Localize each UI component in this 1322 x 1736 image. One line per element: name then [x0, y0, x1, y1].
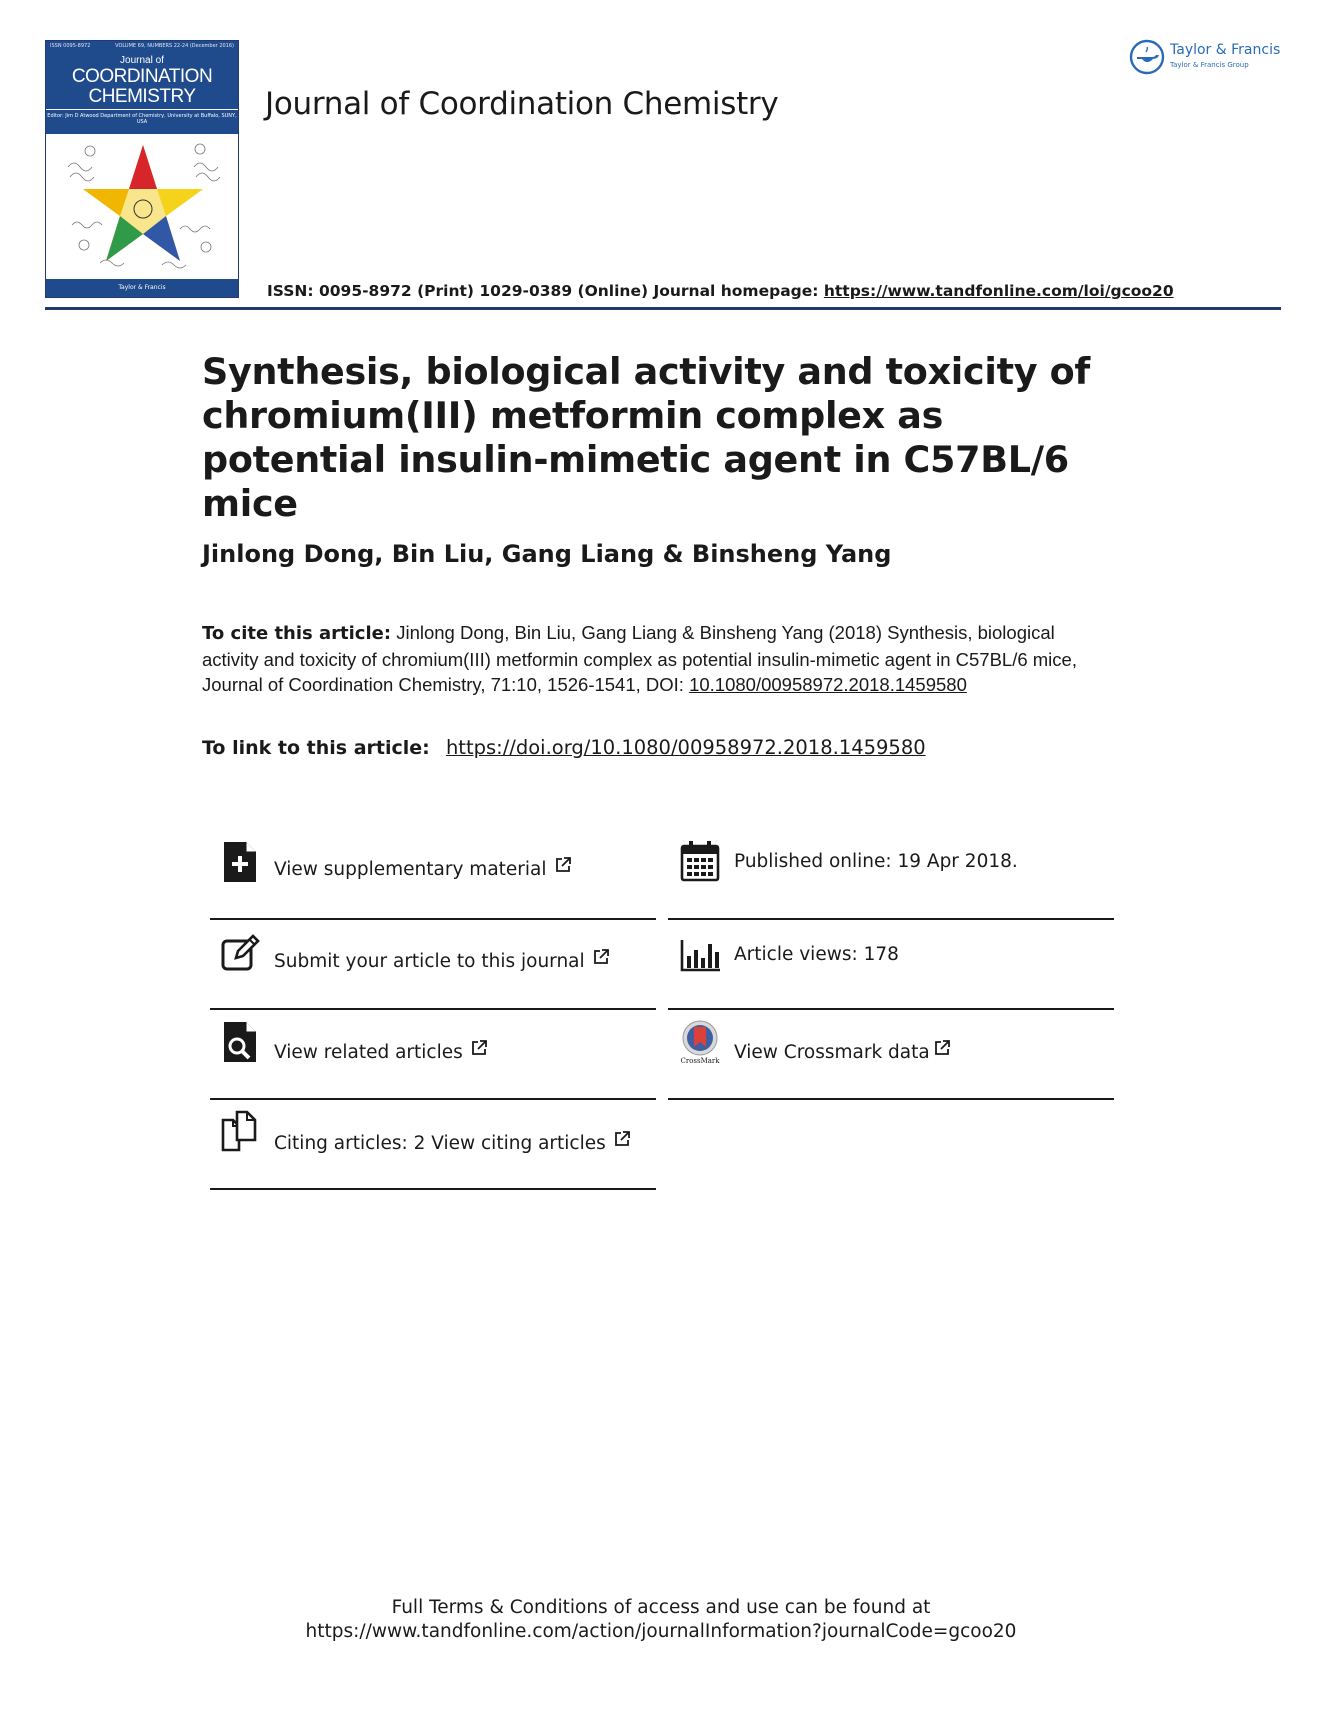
info-divider	[668, 1098, 1114, 1100]
citing-articles-item[interactable]	[210, 1110, 650, 1200]
article-authors: Jinlong Dong, Bin Liu, Gang Liang & Binsheng Yang	[202, 540, 892, 568]
external-link-icon	[933, 1039, 951, 1057]
citing-articles-label: Citing articles: 2 View citing articles	[274, 1130, 631, 1154]
edit-icon	[220, 932, 260, 976]
info-divider	[668, 1008, 1114, 1010]
cite-label: To cite this article:	[202, 623, 392, 644]
external-link-icon	[554, 856, 572, 874]
related-articles-item[interactable]	[210, 1020, 650, 1110]
file-plus-icon	[220, 840, 260, 884]
info-divider	[210, 1098, 656, 1100]
related-articles-label: View related articles	[274, 1039, 488, 1063]
cover-issn: ISSN 0095-8972	[50, 43, 91, 49]
copy-icon	[220, 1110, 260, 1154]
header-divider	[45, 307, 1281, 310]
cite-text: Jinlong Dong, Bin Liu, Gang Liang & Binsheng Yang (2018) Synthesis, biological activity and toxicity of chromium(III) metformin complex as potential insulin-mimetic agent in C57BL/6 mice, Journal of Coordination Chemistry, 71:10, 1526-1541, DOI:	[202, 622, 1077, 695]
cover-chemistry: CHEMISTRY	[88, 86, 196, 107]
external-link-icon	[592, 948, 610, 966]
submit-article-label: Submit your article to this journal	[274, 948, 610, 972]
terms-footer	[0, 1596, 1322, 1644]
cover-volume: VOLUME 69, NUMBERS 22-24 (December 2016)	[115, 43, 234, 49]
info-divider	[668, 918, 1114, 920]
external-link-icon	[470, 1039, 488, 1057]
cover-editor-strip	[46, 109, 238, 134]
article-title: Synthesis, biological activity and toxicity of chromium(III) metformin complex as potential insulin-mimetic agent in C57BL/6 mice	[202, 350, 1090, 525]
cover-title-band	[46, 41, 238, 109]
calendar-icon	[680, 840, 720, 884]
info-divider	[210, 1008, 656, 1010]
citation-block	[202, 620, 1082, 698]
info-divider	[210, 918, 656, 920]
journal-homepage-link[interactable]: https://www.tandfonline.com/loi/gcoo20	[823, 282, 1174, 300]
article-views-label: Article views: 178	[734, 944, 899, 965]
journal-title: Journal of Coordination Chemistry	[265, 86, 779, 122]
crossmark-label: View Crossmark data	[734, 1039, 951, 1063]
supplementary-material-label: View supplementary material	[274, 856, 572, 880]
taylor-francis-logo[interactable]	[1128, 38, 1288, 78]
cover-journal-of: Journal of	[120, 55, 164, 66]
cover-publisher: Taylor & Francis	[46, 279, 238, 297]
taylor-francis-lamp-icon	[1128, 38, 1166, 76]
bar-chart-icon	[680, 932, 720, 976]
cover-star-illustration	[60, 137, 226, 277]
info-divider	[210, 1188, 656, 1190]
publisher-name: Taylor & Francis	[1170, 42, 1281, 58]
link-label: To link to this article:	[202, 737, 430, 759]
issn-text: ISSN: 0095-8972 (Print) 1029-0389 (Online) Journal homepage:	[267, 282, 824, 300]
published-online-item	[670, 840, 1116, 930]
terms-url[interactable]: https://www.tandfonline.com/action/journalInformation?journalCode=gcoo20	[305, 1621, 1017, 1642]
journal-cover	[45, 40, 239, 298]
search-doc-icon	[220, 1020, 260, 1064]
supplementary-material-item[interactable]	[210, 840, 650, 930]
cover-editor: Editor: Jim D Atwood Department of Chemistry, University at Buffalo, SUNY, USA	[47, 113, 237, 125]
issn-line	[267, 282, 1174, 300]
cover-coordination: COORDINATION	[71, 66, 213, 87]
terms-line: Full Terms & Conditions of access and use can be found at	[391, 1597, 931, 1618]
published-online-label: Published online: 19 Apr 2018.	[734, 851, 1018, 872]
crossmark-caption: CrossMark	[680, 1057, 720, 1064]
external-link-icon	[613, 1130, 631, 1148]
article-link-line	[202, 736, 926, 759]
cite-doi-link[interactable]: 10.1080/00958972.2018.1459580	[689, 674, 967, 695]
crossmark-item[interactable]	[670, 1020, 1116, 1110]
crossmark-icon	[680, 1020, 720, 1064]
publisher-group: Taylor & Francis Group	[1170, 61, 1249, 69]
article-doi-link[interactable]: https://doi.org/10.1080/00958972.2018.1459580	[445, 736, 926, 759]
